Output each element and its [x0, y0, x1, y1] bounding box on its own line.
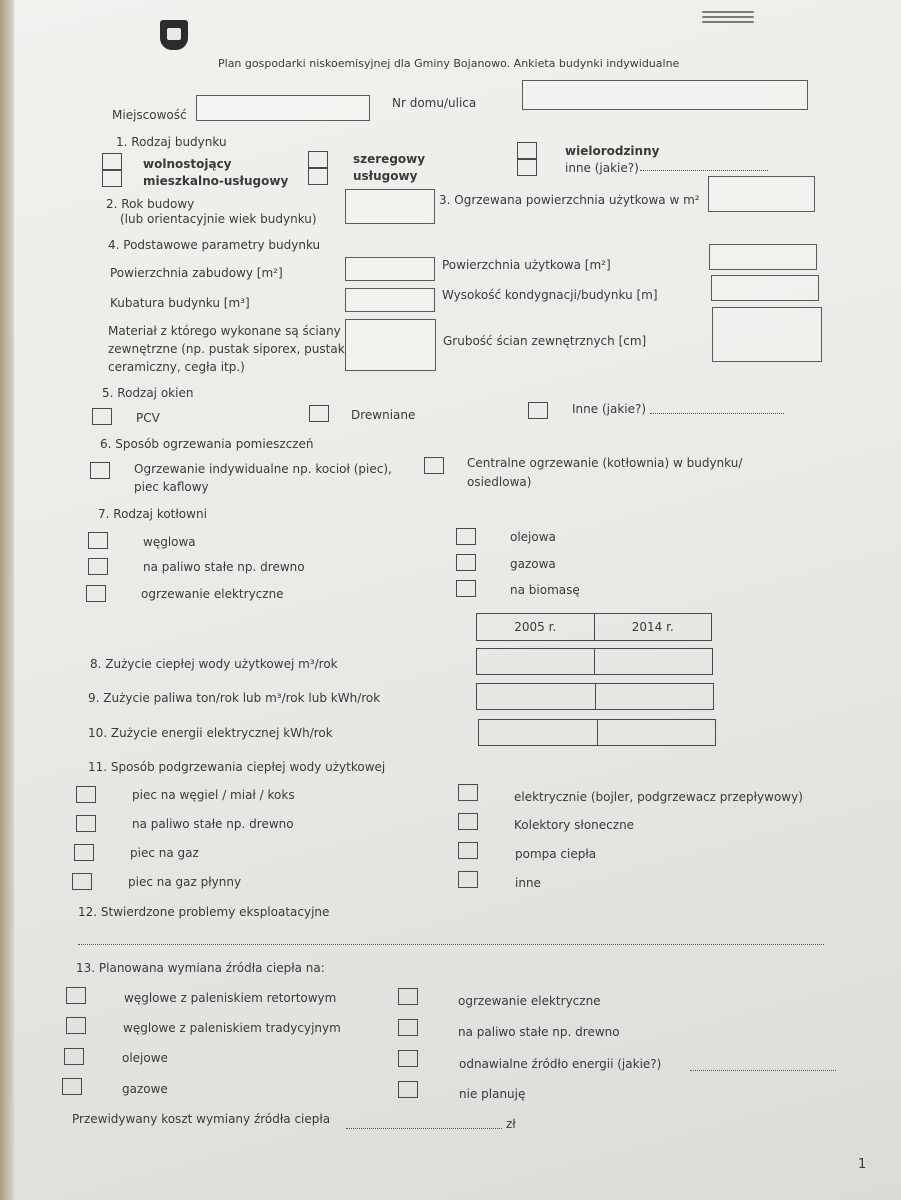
wysokosc-label: Wysokość kondygnacji/budynku [m]: [442, 288, 658, 302]
section-10-title: 10. Zużycie energii elektrycznej kWh/rok: [88, 726, 333, 740]
grubosc-field[interactable]: [712, 307, 822, 362]
option-piec-gaz: piec na gaz: [130, 846, 199, 860]
checkbox-elektrycznie[interactable]: [458, 784, 478, 801]
kubatura-field[interactable]: [345, 288, 435, 312]
checkbox-biomasa[interactable]: [456, 580, 476, 597]
option-gazowa: gazowa: [510, 557, 556, 571]
checkbox-gazowa[interactable]: [456, 554, 476, 571]
option-nie-planuje: nie planuję: [459, 1087, 526, 1101]
problemy-line[interactable]: [78, 944, 824, 945]
option-indywidualne-1: Ogrzewanie indywidualne np. kocioł (piec),: [134, 462, 392, 476]
material-label-2: zewnętrzne (np. pustak siporex, pustak: [108, 342, 345, 356]
section-12-title: 12. Stwierdzone problemy eksploatacyjne: [78, 905, 330, 919]
nr-domu-label: Nr domu/ulica: [392, 96, 477, 110]
checkbox-weglowa[interactable]: [88, 532, 108, 549]
field-9-2014[interactable]: [595, 684, 714, 709]
option-drewniane: Drewniane: [351, 408, 416, 422]
section-7-title: 7. Rodzaj kotłowni: [98, 507, 207, 521]
coat-of-arms-icon: [160, 20, 188, 50]
option-paliwo-stale-plan: na paliwo stałe np. drewno: [458, 1025, 620, 1039]
option-elektrycznie: elektrycznie (bojler, podgrzewacz przepływowy): [514, 790, 803, 804]
checkbox-gazowe[interactable]: [62, 1078, 82, 1095]
option-inne-cwu: inne: [515, 876, 541, 890]
option-retortowy: węglowe z paleniskiem retortowym: [124, 991, 337, 1005]
checkbox-nie-planuje[interactable]: [398, 1081, 418, 1098]
option-tradycyjny: węglowe z paleniskiem tradycyjnym: [123, 1021, 341, 1035]
option-uslugowy: usługowy: [353, 169, 418, 183]
row-10-fields: [478, 719, 716, 746]
inne-okna-line[interactable]: [650, 413, 784, 414]
checkbox-pompa[interactable]: [458, 842, 478, 859]
option-elektryczne: ogrzewanie elektryczne: [141, 587, 284, 601]
option-paliwo-stale-cwu: na paliwo stałe np. drewno: [132, 817, 294, 831]
option-indywidualne-2: piec kaflowy: [134, 480, 209, 494]
checkbox-wielorodzinny[interactable]: [517, 142, 537, 159]
option-centralne-1: Centralne ogrzewanie (kotłownia) w budynku/: [467, 456, 743, 470]
option-szeregowy: szeregowy: [353, 152, 426, 166]
option-gazowe: gazowe: [122, 1082, 168, 1096]
checkbox-kolektory[interactable]: [458, 813, 478, 830]
koszt-unit: zł: [506, 1117, 516, 1131]
checkbox-olejowa[interactable]: [456, 528, 476, 545]
option-mieszkalno-uslugowy: mieszkalno-usługowy: [143, 174, 289, 188]
section-5-title: 5. Rodzaj okien: [102, 386, 194, 400]
checkbox-inne-okna[interactable]: [528, 402, 548, 419]
option-inne-budynek: inne (jakie?): [565, 161, 639, 175]
option-ogrzewanie-elektryczne: ogrzewanie elektryczne: [458, 994, 601, 1008]
field-8-2014[interactable]: [594, 649, 712, 674]
checkbox-wolnostojacy[interactable]: [102, 153, 122, 170]
row-9-fields: [476, 683, 714, 710]
kubatura-label: Kubatura budynku [m³]: [110, 296, 250, 310]
checkbox-paliwo-stale[interactable]: [88, 558, 108, 575]
option-centralne-2: osiedlowa): [467, 475, 532, 489]
section-6-title: 6. Sposób ogrzewania pomieszczeń: [100, 437, 314, 451]
nr-domu-field[interactable]: [522, 80, 808, 110]
checkbox-piec-wegiel[interactable]: [76, 786, 96, 803]
page-number: 1: [858, 1157, 867, 1172]
material-label-1: Materiał z którego wykonane są ściany: [108, 324, 341, 338]
option-oze: odnawialne źródło energii (jakie?): [459, 1057, 662, 1071]
pow-uzytkowa-field[interactable]: [709, 244, 817, 270]
row-8-fields: [476, 648, 713, 675]
checkbox-inne-cwu[interactable]: [458, 871, 478, 888]
option-inne-okna: Inne (jakie?): [572, 402, 647, 416]
year-2005: 2005 r.: [514, 620, 557, 634]
logo-icon: [702, 8, 754, 26]
section-4-title: 4. Podstawowe parametry budynku: [108, 238, 321, 252]
years-header: [476, 613, 712, 641]
pow-uzytkowa-label: Powierzchnia użytkowa [m²]: [442, 258, 611, 272]
section-2-note: (lub orientacyjnie wiek budynku): [120, 212, 317, 226]
miejscowosc-field[interactable]: [196, 95, 370, 121]
form-title: Plan gospodarki niskoemisyjnej dla Gminy Bojanowo. Ankieta budynki indywidualne: [218, 57, 680, 70]
checkbox-retortowy[interactable]: [66, 987, 86, 1004]
checkbox-ogrzewanie-elektryczne[interactable]: [398, 988, 418, 1005]
material-field[interactable]: [345, 319, 436, 371]
option-paliwo-stale: na paliwo stałe np. drewno: [143, 560, 305, 574]
option-pcv: PCV: [136, 411, 160, 425]
material-label-3: ceramiczny, cegła itp.): [108, 360, 245, 374]
checkbox-gaz-plynny[interactable]: [72, 873, 92, 890]
checkbox-uslugowy[interactable]: [308, 168, 328, 185]
checkbox-paliwo-stale-cwu[interactable]: [76, 815, 96, 832]
option-olejowe: olejowe: [122, 1051, 168, 1065]
option-wielorodzinny: wielorodzinny: [565, 144, 660, 158]
field-10-2014[interactable]: [597, 720, 716, 745]
option-weglowa: węglowa: [143, 535, 196, 549]
section-8-title: 8. Zużycie ciepłej wody użytkowej m³/rok: [90, 657, 338, 671]
field-10-2005[interactable]: [479, 720, 597, 745]
checkbox-inne-budynek[interactable]: [517, 159, 537, 176]
option-biomasa: na biomasę: [510, 583, 580, 597]
koszt-line[interactable]: [346, 1128, 502, 1129]
option-kolektory: Kolektory słoneczne: [514, 818, 635, 832]
powierzchnia-ogrzewana-field[interactable]: [708, 176, 815, 212]
checkbox-drewniane[interactable]: [309, 405, 329, 422]
checkbox-olejowe[interactable]: [64, 1048, 84, 1065]
section-3-title: 3. Ogrzewana powierzchnia użytkowa w m²: [439, 193, 700, 207]
field-8-2005[interactable]: [477, 649, 594, 674]
koszt-label: Przewidywany koszt wymiany źródła ciepła: [72, 1112, 331, 1126]
checkbox-piec-gaz[interactable]: [74, 844, 94, 861]
section-2-title: 2. Rok budowy: [106, 197, 195, 211]
option-olejowa: olejowa: [510, 530, 556, 544]
checkbox-paliwo-stale-plan[interactable]: [398, 1019, 418, 1036]
section-11-title: 11. Sposób podgrzewania ciepłej wody użytkowej: [88, 760, 386, 774]
pow-zabudowy-field[interactable]: [345, 257, 435, 281]
section-1-title: 1. Rodzaj budynku: [116, 135, 227, 149]
wysokosc-field[interactable]: [711, 275, 819, 301]
checkbox-szeregowy[interactable]: [308, 151, 328, 168]
grubosc-label: Grubość ścian zewnętrznych [cm]: [443, 334, 647, 348]
option-gaz-plynny: piec na gaz płynny: [128, 875, 242, 889]
checkbox-ogrzewanie-indywidualne[interactable]: [90, 462, 110, 479]
field-9-2005[interactable]: [477, 684, 595, 709]
option-wolnostojacy: wolnostojący: [143, 157, 232, 171]
checkbox-centralne[interactable]: [424, 457, 444, 474]
option-piec-wegiel: piec na węgiel / miał / koks: [132, 788, 295, 802]
table-edge: [0, 0, 14, 1200]
pow-zabudowy-label: Powierzchnia zabudowy [m²]: [110, 266, 283, 280]
section-9-title: 9. Zużycie paliwa ton/rok lub m³/rok lub kWh/rok: [88, 691, 381, 705]
checkbox-elektryczne[interactable]: [86, 585, 106, 602]
checkbox-oze[interactable]: [398, 1050, 418, 1067]
oze-line[interactable]: [690, 1070, 836, 1071]
checkbox-pcv[interactable]: [92, 408, 112, 425]
section-13-title: 13. Planowana wymiana źródła ciepła na:: [76, 961, 325, 975]
inne-budynek-line[interactable]: [640, 170, 768, 171]
year-2014: 2014 r.: [594, 614, 712, 640]
miejscowosc-label: Miejscowość: [112, 108, 187, 122]
checkbox-tradycyjny[interactable]: [66, 1017, 86, 1034]
rok-budowy-field[interactable]: [345, 189, 435, 224]
option-pompa: pompa ciepła: [515, 847, 597, 861]
checkbox-mieszkalno-uslugowy[interactable]: [102, 170, 122, 187]
